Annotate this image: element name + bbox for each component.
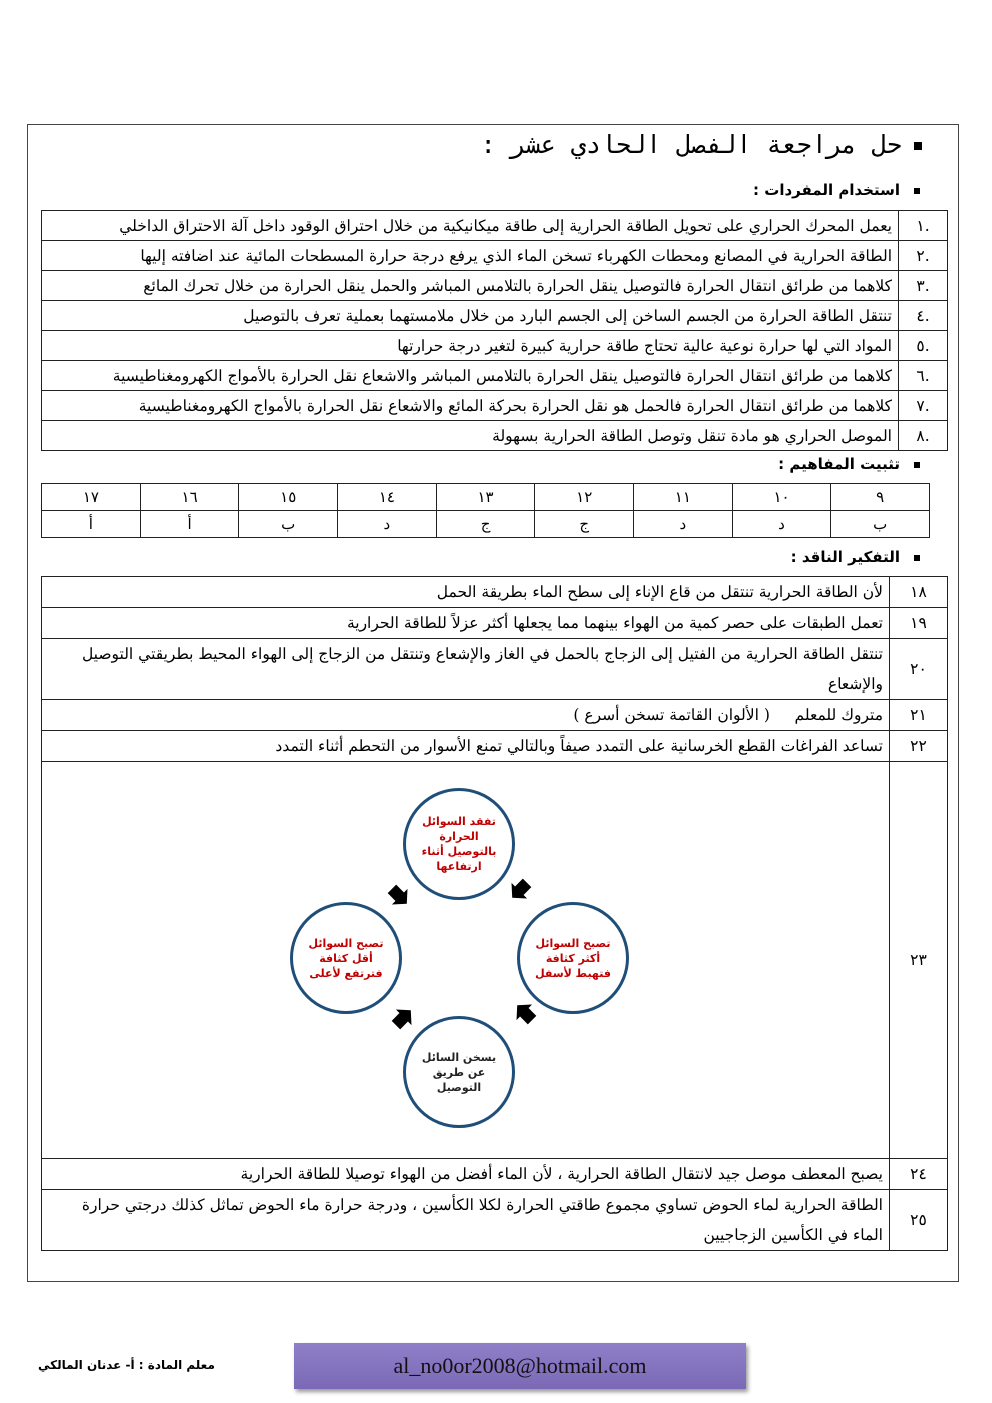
- row-number: .١: [899, 211, 948, 241]
- question-number: ١٥: [239, 484, 338, 511]
- table-row: [42, 1159, 948, 1190]
- row-text: لأن الطاقة الحرارية تنتقل من قاع الإناء إلى سطح الماء بطريقة الحمل: [42, 577, 890, 608]
- vocab-table: [41, 210, 948, 451]
- convection-cycle-diagram: [42, 762, 889, 1158]
- row-number: ٢١: [890, 700, 948, 731]
- critical-table: [41, 576, 948, 1251]
- answer-cell: د: [732, 511, 831, 538]
- answer-cell: د: [634, 511, 733, 538]
- table-row: [42, 271, 948, 301]
- question-number: ١٦: [140, 484, 239, 511]
- vocab-heading: استخدام المفردات :: [753, 181, 920, 199]
- row-number: .٨: [899, 421, 948, 451]
- table-row: [42, 484, 930, 511]
- arrow-up-right-icon: [386, 883, 412, 909]
- table-row: [42, 1190, 948, 1251]
- row-text: كلاهما من طرائق انتقال الحرارة فالتوصيل ينقل الحرارة بالتلامس المباشر والاشعاع نقل الحرارة بالأمواج الكهرومغناطيسية: [42, 361, 899, 391]
- table-row: [42, 211, 948, 241]
- row-text: الطاقة الحرارية في المصانع ومحطات الكهرباء تسخن الماء الذي يرفع درجة حرارة المسطحات المائية عند اضافته إليها: [42, 241, 899, 271]
- diagram-circle-bottom: يسخن السائل عن طريق التوصيل: [403, 1016, 515, 1128]
- question-number: ١٣: [436, 484, 535, 511]
- row-text: متروك للمعلم ( الألوان القاتمة تسخن أسرع ): [42, 700, 890, 731]
- concepts-table: [41, 483, 930, 538]
- row-number: ٢٣: [890, 762, 948, 1159]
- row-text: تعمل الطبقات على حصر كمية من الهواء بينهما مما يجعلها أكثر عزلاً للطاقة الحرارية: [42, 608, 890, 639]
- row-number: .٢: [899, 241, 948, 271]
- row-text: المواد التي لها حرارة نوعية عالية تحتاج طاقة حرارية كبيرة لتغير درجة حرارتها: [42, 331, 899, 361]
- question-number: ١٢: [535, 484, 634, 511]
- table-row: [42, 731, 948, 762]
- arrow-down-right-icon: [507, 877, 533, 903]
- answer-cell: ب: [239, 511, 338, 538]
- table-row: [42, 301, 948, 331]
- question-number: ١٤: [338, 484, 437, 511]
- row-number: .٧: [899, 391, 948, 421]
- table-row: [42, 421, 948, 451]
- table-row: [42, 639, 948, 700]
- question-number: ٩: [831, 484, 930, 511]
- row-text: تنتقل الطاقة الحرارية من الفتيل إلى الزجاج بالحمل في الغاز والإشعاع وتنتقل من الزجاج إلى الهواء المحيط بطريقتي التوصيل والإشعاع: [42, 639, 890, 700]
- row-text: الطاقة الحرارية لماء الحوض تساوي مجموع طاقتي الحرارة لكلا الكأسين ، ودرجة حرارة ماء الحوض تماثل كذلك درجتي حرارة الماء في الكأسين الزجاجيين: [42, 1190, 890, 1251]
- row-text: تساعد الفراغات القطع الخرسانية على التمدد صيفاً وبالتالي تمنع الأسوار من التحطم أثناء التمدد: [42, 731, 890, 762]
- row-text: يعمل المحرك الحراري على تحويل الطاقة الحرارية إلى طاقة ميكانيكية من خلال احتراق الوقود داخل آلة الاحتراق الداخلي: [42, 211, 899, 241]
- row-number: ١٨: [890, 577, 948, 608]
- bullet-icon: [914, 462, 920, 468]
- answer-cell: ب: [831, 511, 930, 538]
- table-row: [42, 241, 948, 271]
- diagram-circle-top: تفقد السوائل الحرارة بالتوصيل أثناء ارتفاعها: [403, 788, 515, 900]
- bullet-icon: [914, 142, 922, 150]
- bullet-icon: [914, 555, 920, 561]
- row-text: الموصل الحراري هو مادة تنقل وتوصل الطاقة الحرارية بسهولة: [42, 421, 899, 451]
- table-row: [42, 331, 948, 361]
- row-number: ١٩: [890, 608, 948, 639]
- row-number: ٢٠: [890, 639, 948, 700]
- table-row: [42, 577, 948, 608]
- table-row: [42, 511, 930, 538]
- table-row: [42, 762, 948, 1159]
- arrow-down-left-icon: [512, 1000, 538, 1026]
- row-text: كلاهما من طرائق انتقال الحرارة فالحمل هو نقل الحرارة بحركة المائع والاشعاع نقل الحرارة بالأمواج الكهرومغناطيسية: [42, 391, 899, 421]
- row-number: .٣: [899, 271, 948, 301]
- row-number: .٦: [899, 361, 948, 391]
- question-number: ١٧: [42, 484, 141, 511]
- row-number: ٢٢: [890, 731, 948, 762]
- table-row: [42, 608, 948, 639]
- answer-cell: ج: [436, 511, 535, 538]
- teacher-name: معلم المادة : أ- عدنان المالكي: [38, 1358, 215, 1372]
- email-banner: [294, 1343, 746, 1389]
- page-title: حل مراجعة الفصل الحادي عشر :: [481, 130, 922, 159]
- row-number: ٢٥: [890, 1190, 948, 1251]
- question-number: ١٠: [732, 484, 831, 511]
- diagram-circle-right: تصبح السوائل أكثر كثافة فتهبط لأسفل: [517, 902, 629, 1014]
- answer-cell: أ: [42, 511, 141, 538]
- table-row: [42, 361, 948, 391]
- row-text: يصبح المعطف موصل جيد لانتقال الطاقة الحرارية ، لأن الماء أفضل من الهواء توصيلا للطاقة الحرارية: [42, 1159, 890, 1190]
- arrow-up-left-icon: [390, 1005, 416, 1031]
- concepts-heading: تثبيت المفاهيم :: [778, 455, 920, 473]
- table-row: [42, 700, 948, 731]
- answer-cell: د: [338, 511, 437, 538]
- convection-diagram-cell: [42, 762, 890, 1159]
- row-number: ٢٤: [890, 1159, 948, 1190]
- question-number: ١١: [634, 484, 733, 511]
- row-text: كلاهما من طرائق انتقال الحرارة فالتوصيل ينقل الحرارة بالتلامس المباشر والحمل ينقل الحرارة من خلال تحرك المائع: [42, 271, 899, 301]
- answer-cell: ج: [535, 511, 634, 538]
- table-row: [42, 391, 948, 421]
- email-text: al_no0or2008@hotmail.com: [393, 1353, 647, 1378]
- critical-heading: التفكير الناقد :: [791, 548, 920, 566]
- row-text: تنتقل الطاقة الحرارة من الجسم الساخن إلى الجسم البارد من خلال ملامستهما بعملية تعرف بالتوصيل: [42, 301, 899, 331]
- row-number: .٤: [899, 301, 948, 331]
- bullet-icon: [914, 188, 920, 194]
- diagram-circle-left: تصبح السوائل أقل كثافة فترتفع لأعلى: [290, 902, 402, 1014]
- row-number: .٥: [899, 331, 948, 361]
- answer-cell: أ: [140, 511, 239, 538]
